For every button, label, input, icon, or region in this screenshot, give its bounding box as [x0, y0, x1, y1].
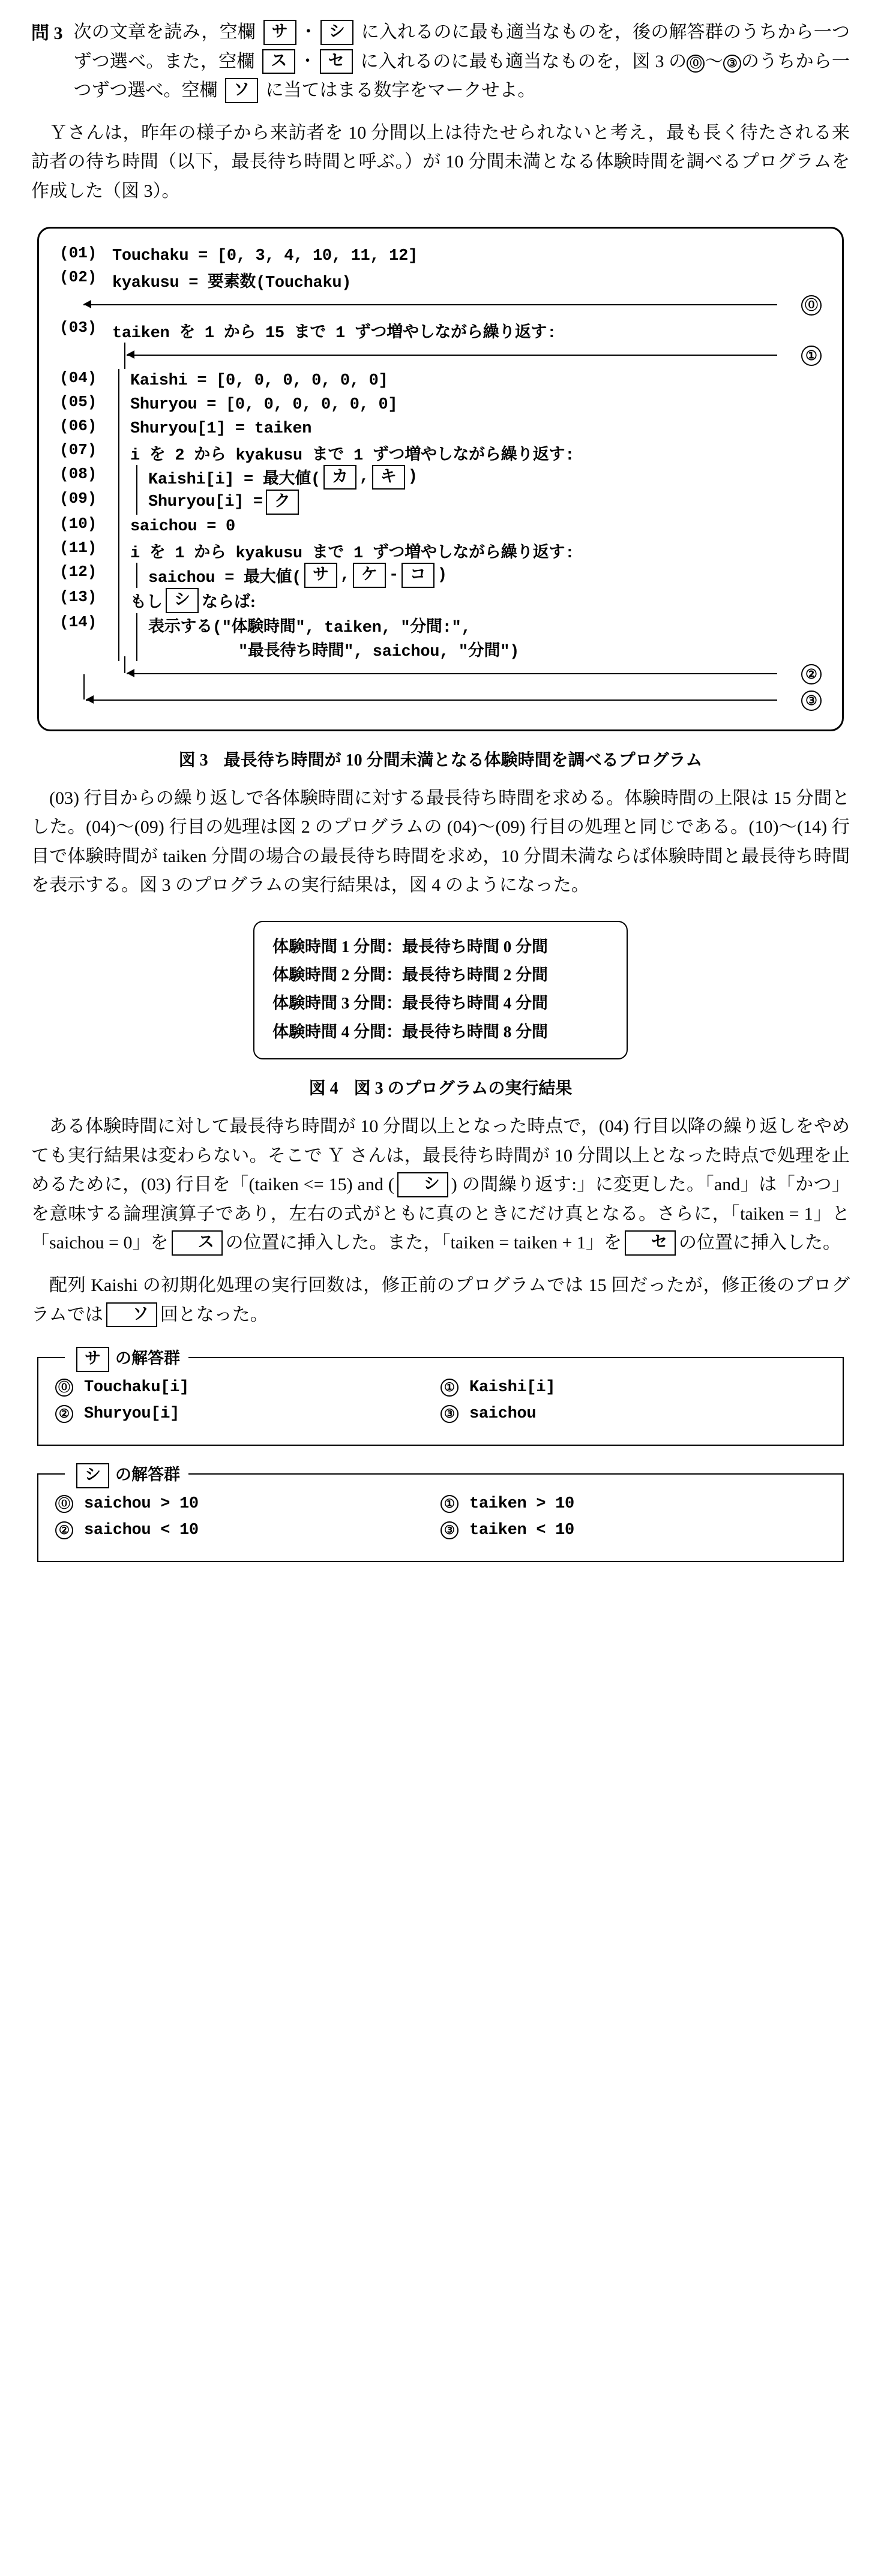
- code-row: [59, 441, 822, 465]
- code-row: [59, 369, 822, 393]
- figure-4-result-box: [253, 921, 628, 1059]
- loop-arrow-line: [86, 699, 777, 701]
- choice-mark-icon: ②: [55, 1521, 73, 1539]
- code-row: [59, 515, 822, 539]
- line-number: (12): [59, 563, 97, 581]
- loop-arrow-line: [83, 304, 777, 305]
- loop-arrow-row: [59, 292, 822, 319]
- figure-3-title: 最長待ち時間が 10 分間未満となる体験時間を調べるプログラム: [223, 750, 703, 770]
- loop-arrow-line: [127, 355, 777, 356]
- code-line: [112, 319, 822, 343]
- blank-su: ス: [262, 49, 295, 74]
- line-number: (03): [59, 318, 97, 337]
- blank-separator-2: ・: [298, 51, 317, 71]
- blank-se-inline: セ: [625, 1230, 676, 1256]
- code-cell: [112, 515, 822, 539]
- code-line: [112, 465, 822, 490]
- loop-arrow-cell: [59, 292, 822, 319]
- code-line: [112, 613, 822, 637]
- indent-guide: [136, 465, 137, 490]
- loop-arrow-row: [59, 343, 822, 369]
- program-figure-3: [37, 227, 844, 731]
- code-text: Touchaku = [0, 3, 4, 10, 11, 12]: [112, 247, 418, 265]
- choice-row: [55, 1495, 826, 1513]
- loop-arrow-head-icon: [86, 695, 94, 704]
- loop-arrow-3: [59, 687, 822, 714]
- blank-ki: キ: [372, 465, 405, 490]
- indent-guide: [136, 563, 137, 588]
- choice-label: taiken > 10: [469, 1495, 574, 1514]
- code-line: [112, 441, 822, 465]
- blank-ke: ケ: [353, 563, 386, 588]
- question-text-part-1: 次の文章を読み，空欄: [73, 22, 256, 42]
- loop-arrow-label: [801, 346, 822, 366]
- blank-ku: ク: [266, 490, 299, 515]
- line-number: (09): [59, 490, 97, 508]
- code-line: [112, 539, 822, 563]
- code-text: kyakusu = 要素数(Touchaku): [112, 274, 352, 292]
- line-number: (05): [59, 392, 97, 411]
- code-row: [59, 319, 822, 343]
- figure-4-number: 図 4: [308, 1079, 338, 1098]
- code-line: [112, 563, 822, 588]
- choice-group-sa: [37, 1349, 844, 1446]
- loop-mark-0-icon: ⓪: [801, 295, 822, 316]
- blank-sa-inline: サ: [304, 563, 337, 588]
- loop-arrow-label: [801, 664, 822, 684]
- legend-blank-sa: サ: [76, 1347, 109, 1372]
- loop-arrow-line: [127, 673, 777, 674]
- choice-option-shi-0[interactable]: [55, 1495, 440, 1513]
- choice-option-sa-3[interactable]: [440, 1405, 826, 1423]
- blank-so: ソ: [225, 78, 258, 103]
- code-cell: [112, 268, 822, 292]
- code-cell: [112, 637, 822, 661]
- indent-guide: [136, 613, 137, 637]
- code-cell: [112, 441, 822, 465]
- loop-vertical-line: [124, 656, 125, 673]
- result-line: 体験時間 1 分間：最長待ち時間 0 分間: [272, 937, 548, 956]
- indent-guide: [118, 465, 119, 490]
- loop-vertical-line: [83, 674, 85, 699]
- indent-guide: [118, 490, 119, 515]
- line-number: (10): [59, 515, 97, 533]
- explanation-paragraph-1: (03) 行目からの繰り返しで各体験時間に対する最長待ち時間を求める。体験時間の上限は 15 分間とした。(04)〜(09) 行目の処理は図 2 のプログラムの (04)〜(09) 行目の処理と同じである。(10)〜(14) 行目で体験時間が taiken 分間の場合の最長待ち時間を求め，10 分間未満ならば体験時間と最長待ち時間を表示する。図 3 のプログラムの実行結果は，図 4 のようになった。: [31, 788, 850, 896]
- loop-mark-3-icon: ③: [801, 690, 822, 711]
- figure-3-number: 図 3: [178, 750, 208, 770]
- code-cell: [112, 369, 822, 393]
- question-text-part-3: に入れるのに最も適当なものを，図 3 の: [360, 51, 687, 71]
- legend-text: の解答群: [115, 1349, 180, 1368]
- loop-arrow-head-icon: [127, 350, 134, 359]
- choice-option-shi-1[interactable]: [440, 1495, 826, 1513]
- intro-paragraph: Ｙさんは，昨年の様子から来訪者を 10 分間以上は待たせられないと考え，最も長く待たされる来訪者の待ち時間（以下，最長待ち時間と呼ぶ。）が 10 分間未満となる体験時間を調べるプログラムを作成した（図 3）。: [31, 122, 850, 201]
- explanation-3-part-1: 配列 Kaishi の初期化処理の実行回数は，修正前のプログラムでは 15 回だったが，修正後のプログラムでは: [31, 1275, 850, 1325]
- choice-label: saichou > 10: [84, 1495, 199, 1514]
- code-line: [112, 417, 822, 441]
- blank-ka: カ: [323, 465, 356, 490]
- loop-arrow-row: [59, 687, 822, 714]
- program-code-table: [59, 244, 822, 714]
- code-text: Kaishi = [0, 0, 0, 0, 0, 0]: [130, 371, 388, 390]
- choice-row: [55, 1379, 826, 1397]
- indent-guide: [136, 637, 137, 661]
- code-text: Shuryou = [0, 0, 0, 0, 0, 0]: [130, 395, 398, 414]
- explanation-2-part-4: の位置に挿入した。: [679, 1233, 841, 1253]
- code-row: [59, 539, 822, 563]
- code-cell: [112, 539, 822, 563]
- line-number: (07): [59, 440, 97, 459]
- code-cell: [112, 244, 822, 268]
- blank-ko: コ: [401, 563, 434, 588]
- question-text-part-4: のうちから一つずつ選べ。空欄: [73, 51, 850, 101]
- explanation-paragraph-2: [31, 1112, 850, 1258]
- figure-4-caption: [31, 1075, 850, 1099]
- line-number: (01): [59, 244, 97, 262]
- code-cell: [112, 588, 822, 613]
- choice-mark-icon: ⓪: [55, 1495, 73, 1513]
- blank-shi: シ: [320, 20, 353, 45]
- code-text: i を 2 から kyakusu まで 1 ずつ増やしながら繰り返す:: [130, 446, 575, 465]
- loop-arrow-0: [59, 292, 822, 319]
- figure-4-title: 図 3 のプログラムの実行結果: [353, 1079, 573, 1098]
- figure-3-caption: [31, 747, 850, 771]
- code-text: "最長待ち時間", saichou, "分間"): [238, 643, 520, 661]
- question-number: 問 3: [31, 23, 63, 43]
- indent-guide: [118, 563, 119, 588]
- code-text-tail: ならば:: [202, 593, 256, 611]
- loop-mark-2-icon: ②: [801, 664, 822, 684]
- legend-text: の解答群: [115, 1466, 180, 1484]
- code-text: 表示する("体験時間", taiken, "分間:",: [148, 619, 471, 637]
- blank-su-inline: ス: [172, 1230, 223, 1256]
- code-cell: [112, 393, 822, 417]
- code-row: [59, 465, 822, 490]
- choice-option-shi-3[interactable]: [440, 1521, 826, 1539]
- choice-mark-icon: ③: [440, 1405, 459, 1423]
- code-row: [59, 244, 822, 268]
- choice-mark-icon: ③: [440, 1521, 459, 1539]
- indent-guide: [118, 417, 119, 441]
- indent-guide: [118, 588, 119, 613]
- line-number: (14): [59, 613, 97, 631]
- code-cell: [112, 613, 822, 637]
- code-line: [112, 393, 822, 417]
- indent-guide: [118, 393, 119, 417]
- question-text-part-2: に入れるのに最も適当なものを，後の解答群のうちから一つずつ選べ。また，空欄: [73, 22, 850, 71]
- indent-guide: [118, 539, 119, 563]
- code-text: saichou = 最大値(: [148, 569, 302, 587]
- code-line: [112, 369, 822, 393]
- indent-guide: [118, 515, 119, 539]
- code-cell: [112, 465, 822, 490]
- loop-mark-1-icon: ①: [801, 346, 822, 366]
- loop-arrow-head-icon: [83, 300, 91, 308]
- explanation-3-part-2: 回となった。: [160, 1304, 268, 1325]
- blank-separator-1: ・: [299, 22, 317, 42]
- code-line: [112, 637, 822, 661]
- choice-group-sa-legend: [65, 1345, 188, 1372]
- explanation-paragraph-3: [31, 1271, 850, 1329]
- code-text: Shuryou[1] = taiken: [130, 419, 312, 438]
- code-cell: [112, 490, 822, 515]
- choice-label: saichou: [469, 1405, 537, 1424]
- code-row: [59, 268, 822, 292]
- choice-group-shi-legend: [65, 1461, 188, 1488]
- code-text: Shuryou[i] =: [148, 493, 263, 512]
- code-cell: [112, 417, 822, 441]
- loop-arrow-row: [59, 661, 822, 687]
- explanation-2-part-2: ) の間繰り返す:」に変更した。「and」は「かつ」を意味する論理演算子であり，左右の式がともに真のときにだけ真となる。さらに，「taiken = 1」と「saichou = 0」を: [31, 1175, 850, 1253]
- choice-label: Touchaku[i]: [84, 1379, 189, 1397]
- code-row: [59, 637, 822, 661]
- code-row: [59, 563, 822, 588]
- loop-arrow-cell: [59, 687, 822, 714]
- code-text: taiken を 1 から 15 まで 1 ずつ増やしながら繰り返す:: [112, 324, 557, 343]
- line-number: (08): [59, 464, 97, 483]
- loop-vertical-line: [124, 343, 125, 369]
- loop-arrow-2: [59, 661, 822, 687]
- result-line: 体験時間 4 分間：最長待ち時間 8 分間: [272, 1022, 548, 1041]
- choice-mark-icon: ⓪: [55, 1379, 73, 1397]
- code-text-tail: ): [437, 566, 447, 584]
- choice-label: saichou < 10: [84, 1521, 199, 1540]
- line-number: [59, 637, 112, 661]
- question-header: [31, 18, 850, 106]
- code-comma: ,: [340, 566, 350, 584]
- code-line: [112, 490, 822, 515]
- code-line: [112, 244, 822, 268]
- loop-arrow-head-icon: [127, 669, 134, 677]
- blank-se: セ: [320, 49, 353, 74]
- line-number: (02): [59, 268, 97, 286]
- code-text: saichou = 0: [130, 518, 235, 536]
- question-text-part-5: に当てはまる数字をマークせよ。: [265, 80, 536, 101]
- code-row: [59, 613, 822, 637]
- line-number: (04): [59, 368, 97, 387]
- code-line: [112, 588, 822, 613]
- loop-arrow-cell: [59, 343, 822, 369]
- loop-arrow-label: [801, 690, 822, 711]
- code-cell: [112, 563, 822, 588]
- code-comma: ,: [359, 468, 369, 487]
- choice-label: Shuryou[i]: [84, 1405, 180, 1424]
- choice-mark-icon: ①: [440, 1379, 459, 1397]
- choice-group-shi: [37, 1466, 844, 1562]
- code-row: [59, 490, 822, 515]
- choice-option-sa-2[interactable]: [55, 1405, 440, 1423]
- choice-option-sa-0[interactable]: [55, 1379, 440, 1397]
- choice-mark-0-icon: ⓪: [687, 55, 705, 73]
- line-number: (11): [59, 539, 97, 557]
- legend-blank-shi: シ: [76, 1463, 109, 1488]
- loop-arrow-1: [59, 343, 822, 369]
- loop-arrow-cell: [59, 661, 822, 687]
- question-text: 次の文章を読み，空欄 サ ・ シ に入れるのに最も適当なものを，後の解答群のうちから一つずつ選べ。また，空欄 ス ・ セ に入れるのに最も適当なものを，図 3 の ⓪ 〜 ③ のうちから一つずつ選べ。空欄 ソ に当てはまる数字をマークせよ。: [74, 18, 850, 106]
- line-number: (13): [59, 587, 97, 606]
- choice-row: [55, 1521, 826, 1539]
- code-row: [59, 393, 822, 417]
- indent-guide: [118, 369, 119, 393]
- explanation-2-part-1: ある体験時間に対して最長待ち時間が 10 分間以上となった時点で，(04) 行目以降の繰り返しをやめても実行結果は変わらない。そこで Ｙ さんは，最長待ち時間が 10 分間以上となった時点で処理を止めるために，(03) 行目を「(taiken <= 15) and (: [31, 1116, 850, 1195]
- code-text: Kaishi[i] = 最大値(: [148, 471, 320, 490]
- choice-row: [55, 1405, 826, 1423]
- indent-guide: [118, 637, 119, 661]
- choice-label: Kaishi[i]: [469, 1379, 556, 1397]
- choice-option-shi-2[interactable]: [55, 1521, 440, 1539]
- choice-mark-icon: ①: [440, 1495, 459, 1513]
- result-line: 体験時間 3 分間：最長待ち時間 4 分間: [272, 994, 548, 1013]
- code-text: i を 1 から kyakusu まで 1 ずつ増やしながら繰り返す:: [130, 545, 575, 563]
- code-row: [59, 417, 822, 441]
- indent-guide: [118, 441, 119, 465]
- blank-shi-inline: シ: [166, 588, 199, 613]
- loop-arrow-label: [801, 295, 822, 316]
- blank-shi-inline-2: シ: [397, 1172, 448, 1197]
- choice-mark-3-icon: ③: [723, 55, 741, 73]
- choice-mark-icon: ②: [55, 1405, 73, 1423]
- indent-guide: [118, 613, 119, 637]
- indent-guide: [136, 490, 137, 515]
- choice-option-sa-1[interactable]: [440, 1379, 826, 1397]
- choice-label: taiken < 10: [469, 1521, 574, 1540]
- blank-sa: サ: [263, 20, 296, 45]
- code-cell: [112, 319, 822, 343]
- code-text: もし: [130, 593, 163, 611]
- code-line: [112, 515, 822, 539]
- result-line: 体験時間 2 分間：最長待ち時間 2 分間: [272, 966, 548, 984]
- code-line: [112, 268, 822, 292]
- line-number: (06): [59, 416, 97, 435]
- code-row: [59, 588, 822, 613]
- blank-so-inline: ソ: [106, 1302, 157, 1328]
- code-text-tail: ): [407, 468, 418, 487]
- explanation-2-part-3: の位置に挿入した。また，「taiken = taiken + 1」を: [225, 1233, 622, 1253]
- code-operator: -: [388, 566, 398, 584]
